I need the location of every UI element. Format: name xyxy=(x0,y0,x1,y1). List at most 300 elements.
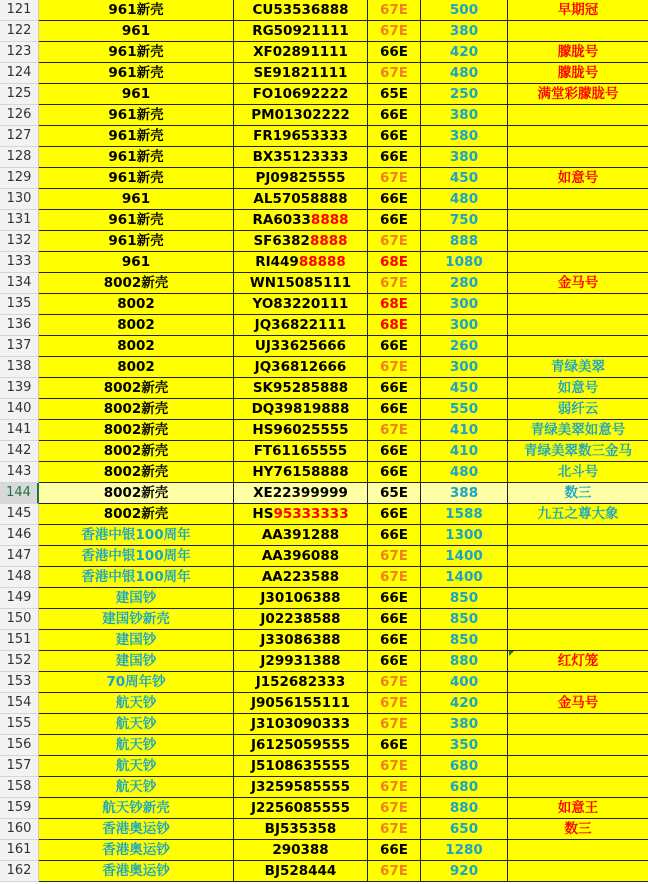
cell-note[interactable]: 九五之尊大象 xyxy=(508,504,648,525)
serial-segment: 8888 xyxy=(309,233,348,249)
row-header[interactable]: 159 xyxy=(0,798,39,819)
cell-series[interactable]: 961新壳 xyxy=(39,147,234,168)
cell-serial[interactable] xyxy=(234,378,368,399)
cell-price[interactable]: 260 xyxy=(421,336,508,357)
cell-serial[interactable] xyxy=(234,777,368,798)
cell-price[interactable]: 450 xyxy=(421,378,508,399)
row-header[interactable]: 140 xyxy=(0,399,39,420)
row-header[interactable]: 131 xyxy=(0,210,39,231)
row-header[interactable]: 145 xyxy=(0,504,39,525)
cell-serial[interactable] xyxy=(234,252,368,273)
cell-note[interactable] xyxy=(508,588,648,609)
row-header[interactable]: 125 xyxy=(0,84,39,105)
cell-serial[interactable] xyxy=(234,441,368,462)
cell-series[interactable]: 建国钞 xyxy=(39,588,234,609)
cell-price[interactable]: 480 xyxy=(421,462,508,483)
serial-segment: J3103090333 xyxy=(251,716,350,732)
cell-note[interactable] xyxy=(508,609,648,630)
cell-serial[interactable] xyxy=(234,861,368,882)
cell-series[interactable]: 建国钞 xyxy=(39,651,234,672)
cell-grade[interactable]: 67E xyxy=(368,168,421,189)
cell-grade[interactable]: 65E xyxy=(368,483,421,504)
row-header[interactable]: 127 xyxy=(0,126,39,147)
table-row xyxy=(0,21,648,42)
cell-serial[interactable] xyxy=(234,546,368,567)
row-header[interactable]: 147 xyxy=(0,546,39,567)
cell-note[interactable] xyxy=(508,735,648,756)
cell-price[interactable]: 420 xyxy=(421,693,508,714)
row-header[interactable]: 160 xyxy=(0,819,39,840)
cell-price[interactable]: 350 xyxy=(421,735,508,756)
cell-grade[interactable]: 66E xyxy=(368,651,421,672)
cell-series[interactable]: 建国钞 xyxy=(39,630,234,651)
cell-note[interactable] xyxy=(508,231,648,252)
cell-grade[interactable]: 66E xyxy=(368,378,421,399)
cell-grade[interactable]: 67E xyxy=(368,420,421,441)
cell-price[interactable]: 1588 xyxy=(421,504,508,525)
cell-serial[interactable] xyxy=(234,105,368,126)
cell-series[interactable]: 961新壳 xyxy=(39,231,234,252)
cell-serial[interactable] xyxy=(234,294,368,315)
cell-price[interactable]: 250 xyxy=(421,84,508,105)
row-header[interactable]: 148 xyxy=(0,567,39,588)
cell-note[interactable] xyxy=(508,546,648,567)
cell-grade[interactable]: 68E xyxy=(368,252,421,273)
cell-price[interactable]: 280 xyxy=(421,273,508,294)
serial-segment: J30106388 xyxy=(260,590,341,606)
row-header[interactable]: 158 xyxy=(0,777,39,798)
row-header[interactable]: 135 xyxy=(0,294,39,315)
serial-segment: PJ09825555 xyxy=(255,170,346,186)
cell-price[interactable]: 480 xyxy=(421,189,508,210)
cell-serial[interactable] xyxy=(234,0,368,21)
cell-series[interactable]: 8002新壳 xyxy=(39,399,234,420)
cell-series[interactable]: 8002新壳 xyxy=(39,504,234,525)
cell-note[interactable] xyxy=(508,126,648,147)
serial-segment: PM01302222 xyxy=(251,107,350,123)
cell-serial[interactable] xyxy=(234,630,368,651)
row-header[interactable]: 144 xyxy=(0,483,39,504)
cell-grade[interactable]: 66E xyxy=(368,504,421,525)
cell-series[interactable]: 8002新壳 xyxy=(39,378,234,399)
cell-price[interactable]: 550 xyxy=(421,399,508,420)
cell-price[interactable]: 888 xyxy=(421,231,508,252)
table-row xyxy=(0,525,648,546)
table-row xyxy=(0,168,648,189)
cell-serial[interactable] xyxy=(234,42,368,63)
cell-price[interactable]: 300 xyxy=(421,315,508,336)
cell-note[interactable] xyxy=(508,105,648,126)
table-row xyxy=(0,147,648,168)
cell-grade[interactable]: 67E xyxy=(368,357,421,378)
cell-grade[interactable]: 67E xyxy=(368,819,421,840)
cell-price[interactable]: 410 xyxy=(421,420,508,441)
table-row xyxy=(0,840,648,861)
serial-segment: DQ39819888 xyxy=(251,401,350,417)
cell-serial[interactable] xyxy=(234,315,368,336)
cell-price[interactable]: 880 xyxy=(421,651,508,672)
cell-series[interactable]: 961新壳 xyxy=(39,105,234,126)
row-header[interactable]: 155 xyxy=(0,714,39,735)
cell-grade[interactable]: 68E xyxy=(368,294,421,315)
table-row xyxy=(0,231,648,252)
cell-series[interactable]: 8002 xyxy=(39,357,234,378)
cell-note[interactable] xyxy=(508,672,648,693)
cell-serial[interactable] xyxy=(234,609,368,630)
cell-series[interactable]: 8002新壳 xyxy=(39,273,234,294)
cell-grade[interactable]: 66E xyxy=(368,462,421,483)
serial-segment: SE91821111 xyxy=(253,65,348,81)
cell-series[interactable]: 961新壳 xyxy=(39,0,234,21)
cell-note[interactable] xyxy=(508,861,648,882)
cell-serial[interactable] xyxy=(234,735,368,756)
cell-note[interactable]: 青绿美翠 xyxy=(508,357,648,378)
table-row xyxy=(0,189,648,210)
cell-note[interactable]: 数三 xyxy=(508,819,648,840)
serial-segment: AA223588 xyxy=(261,569,340,585)
cell-serial[interactable] xyxy=(234,147,368,168)
table-row xyxy=(0,693,648,714)
serial-segment: SK95285888 xyxy=(252,380,349,396)
cell-series[interactable]: 香港中银100周年 xyxy=(39,525,234,546)
table-row xyxy=(0,819,648,840)
cell-serial[interactable] xyxy=(234,21,368,42)
serial-segment: J5108635555 xyxy=(251,758,350,774)
cell-price[interactable]: 410 xyxy=(421,441,508,462)
cell-price[interactable]: 380 xyxy=(421,105,508,126)
cell-series[interactable]: 8002 xyxy=(39,294,234,315)
cell-serial[interactable] xyxy=(234,672,368,693)
cell-series[interactable]: 961新壳 xyxy=(39,168,234,189)
cell-serial[interactable] xyxy=(234,189,368,210)
cell-note[interactable] xyxy=(508,315,648,336)
cell-price[interactable]: 388 xyxy=(421,483,508,504)
cell-serial[interactable] xyxy=(234,168,368,189)
cell-grade[interactable]: 66E xyxy=(368,210,421,231)
serial-segment: 95333333 xyxy=(273,506,349,522)
cell-grade[interactable]: 66E xyxy=(368,840,421,861)
cell-price[interactable]: 450 xyxy=(421,168,508,189)
cell-serial[interactable] xyxy=(234,504,368,525)
table-row xyxy=(0,210,648,231)
serial-segment: JQ36822111 xyxy=(254,317,347,333)
cell-series[interactable]: 香港奥运钞 xyxy=(39,840,234,861)
row-header[interactable]: 151 xyxy=(0,630,39,651)
cell-note[interactable]: 如意号 xyxy=(508,378,648,399)
cell-note[interactable] xyxy=(508,777,648,798)
row-header[interactable]: 130 xyxy=(0,189,39,210)
cell-serial[interactable] xyxy=(234,63,368,84)
cell-price[interactable]: 420 xyxy=(421,42,508,63)
cell-grade[interactable]: 66E xyxy=(368,630,421,651)
cell-grade[interactable]: 66E xyxy=(368,588,421,609)
cell-grade[interactable]: 66E xyxy=(368,399,421,420)
cell-note[interactable]: 金马号 xyxy=(508,693,648,714)
cell-grade[interactable]: 67E xyxy=(368,0,421,21)
cell-series[interactable]: 香港奥运钞 xyxy=(39,861,234,882)
cell-grade[interactable]: 67E xyxy=(368,693,421,714)
row-header[interactable]: 123 xyxy=(0,42,39,63)
table-row xyxy=(0,63,648,84)
cell-series[interactable]: 961 xyxy=(39,252,234,273)
row-header[interactable]: 122 xyxy=(0,21,39,42)
cell-note[interactable]: 北斗号 xyxy=(508,462,648,483)
row-header[interactable]: 124 xyxy=(0,63,39,84)
cell-serial[interactable] xyxy=(234,126,368,147)
row-header[interactable]: 134 xyxy=(0,273,39,294)
cell-price[interactable]: 880 xyxy=(421,798,508,819)
row-header[interactable]: 162 xyxy=(0,861,39,882)
row-header[interactable]: 138 xyxy=(0,357,39,378)
cell-series[interactable]: 航天钞 xyxy=(39,693,234,714)
cell-grade[interactable]: 67E xyxy=(368,861,421,882)
cell-note[interactable]: 金马号 xyxy=(508,273,648,294)
cell-note[interactable] xyxy=(508,567,648,588)
cell-grade[interactable]: 67E xyxy=(368,714,421,735)
cell-grade[interactable]: 66E xyxy=(368,441,421,462)
cell-serial[interactable] xyxy=(234,714,368,735)
cell-serial[interactable] xyxy=(234,819,368,840)
cell-grade[interactable]: 66E xyxy=(368,42,421,63)
cell-note[interactable] xyxy=(508,336,648,357)
cell-grade[interactable]: 67E xyxy=(368,63,421,84)
cell-note[interactable]: 数三 xyxy=(508,483,648,504)
row-header[interactable]: 153 xyxy=(0,672,39,693)
cell-grade[interactable]: 66E xyxy=(368,147,421,168)
cell-series[interactable]: 航天钞 xyxy=(39,777,234,798)
serial-segment: AA396088 xyxy=(261,548,340,564)
table-row xyxy=(0,798,648,819)
cell-note[interactable] xyxy=(508,21,648,42)
cell-grade[interactable]: 67E xyxy=(368,567,421,588)
cell-note[interactable]: 朦胧号 xyxy=(508,42,648,63)
cell-serial[interactable] xyxy=(234,588,368,609)
cell-serial[interactable] xyxy=(234,336,368,357)
cell-series[interactable]: 航天钞 xyxy=(39,714,234,735)
table-row xyxy=(0,0,648,21)
cell-grade[interactable]: 67E xyxy=(368,21,421,42)
serial-segment: HY76158888 xyxy=(252,464,349,480)
table-row xyxy=(0,672,648,693)
cell-price[interactable]: 300 xyxy=(421,294,508,315)
cell-price[interactable]: 380 xyxy=(421,147,508,168)
cell-serial[interactable] xyxy=(234,84,368,105)
cell-series[interactable]: 8002 xyxy=(39,336,234,357)
serial-segment: J9056155111 xyxy=(251,695,350,711)
row-header[interactable]: 152 xyxy=(0,651,39,672)
cell-series[interactable]: 香港中银100周年 xyxy=(39,546,234,567)
cell-price[interactable]: 750 xyxy=(421,210,508,231)
cell-note[interactable] xyxy=(508,630,648,651)
cell-price[interactable]: 850 xyxy=(421,609,508,630)
table-row xyxy=(0,567,648,588)
cell-price[interactable]: 1280 xyxy=(421,840,508,861)
row-header[interactable]: 132 xyxy=(0,231,39,252)
serial-segment: UJ33625666 xyxy=(254,338,347,354)
row-header[interactable]: 142 xyxy=(0,441,39,462)
cell-note[interactable] xyxy=(508,252,648,273)
row-header[interactable]: 126 xyxy=(0,105,39,126)
cell-series[interactable]: 961新壳 xyxy=(39,210,234,231)
cell-serial[interactable] xyxy=(234,798,368,819)
cell-serial[interactable] xyxy=(234,399,368,420)
cell-series[interactable]: 香港中银100周年 xyxy=(39,567,234,588)
serial-segment: XE22399999 xyxy=(253,485,348,501)
cell-series[interactable]: 8002新壳 xyxy=(39,462,234,483)
cell-note[interactable] xyxy=(508,210,648,231)
serial-segment: J3259585555 xyxy=(251,779,350,795)
cell-grade[interactable]: 66E xyxy=(368,735,421,756)
cell-series[interactable]: 961新壳 xyxy=(39,42,234,63)
cell-series[interactable]: 961 xyxy=(39,84,234,105)
row-header[interactable]: 128 xyxy=(0,147,39,168)
cell-series[interactable]: 961新壳 xyxy=(39,63,234,84)
row-header[interactable]: 133 xyxy=(0,252,39,273)
table-row xyxy=(0,462,648,483)
comment-indicator-icon xyxy=(509,651,514,656)
serial-segment: 88888 xyxy=(298,254,346,270)
cell-price[interactable]: 300 xyxy=(421,357,508,378)
table-row xyxy=(0,504,648,525)
row-header[interactable]: 121 xyxy=(0,0,39,21)
cell-price[interactable]: 1400 xyxy=(421,546,508,567)
cell-series[interactable]: 961新壳 xyxy=(39,126,234,147)
cell-grade[interactable]: 67E xyxy=(368,798,421,819)
cell-serial[interactable] xyxy=(234,693,368,714)
table-row xyxy=(0,861,648,882)
cell-grade[interactable]: 66E xyxy=(368,336,421,357)
cell-serial[interactable] xyxy=(234,756,368,777)
serial-segment: 8888 xyxy=(310,212,349,228)
row-header[interactable]: 129 xyxy=(0,168,39,189)
cell-series[interactable]: 8002新壳 xyxy=(39,483,234,504)
cell-serial[interactable] xyxy=(234,420,368,441)
cell-note[interactable]: 青绿美翠如意号 xyxy=(508,420,648,441)
serial-segment: CU53536888 xyxy=(252,2,349,18)
cell-grade[interactable]: 67E xyxy=(368,231,421,252)
cell-price[interactable]: 1080 xyxy=(421,252,508,273)
row-header[interactable]: 157 xyxy=(0,756,39,777)
cell-note[interactable] xyxy=(508,840,648,861)
cell-price[interactable]: 850 xyxy=(421,588,508,609)
cell-note[interactable]: 如意王 xyxy=(508,798,648,819)
cell-note[interactable]: 红灯笼 xyxy=(508,651,648,672)
cell-serial[interactable] xyxy=(234,273,368,294)
cell-note[interactable]: 弱纤云 xyxy=(508,399,648,420)
cell-note[interactable]: 早期冠 xyxy=(508,0,648,21)
cell-price[interactable]: 1400 xyxy=(421,567,508,588)
row-header[interactable]: 143 xyxy=(0,462,39,483)
cell-note[interactable] xyxy=(508,147,648,168)
table-row xyxy=(0,378,648,399)
cell-price[interactable]: 400 xyxy=(421,672,508,693)
cell-grade[interactable]: 65E xyxy=(368,84,421,105)
serial-segment: HS xyxy=(252,506,274,522)
row-header[interactable]: 154 xyxy=(0,693,39,714)
cell-grade[interactable]: 68E xyxy=(368,315,421,336)
cell-series[interactable]: 8002新壳 xyxy=(39,441,234,462)
cell-series[interactable]: 8002新壳 xyxy=(39,420,234,441)
cell-price[interactable]: 480 xyxy=(421,63,508,84)
serial-segment: J2256085555 xyxy=(251,800,350,816)
cell-price[interactable]: 680 xyxy=(421,756,508,777)
cell-serial[interactable] xyxy=(234,651,368,672)
row-header[interactable]: 156 xyxy=(0,735,39,756)
cell-series[interactable]: 961 xyxy=(39,21,234,42)
row-header[interactable]: 137 xyxy=(0,336,39,357)
cell-series[interactable]: 航天钞新壳 xyxy=(39,798,234,819)
cell-price[interactable]: 1300 xyxy=(421,525,508,546)
row-header[interactable]: 150 xyxy=(0,609,39,630)
row-header[interactable]: 146 xyxy=(0,525,39,546)
cell-serial[interactable] xyxy=(234,231,368,252)
row-header[interactable]: 149 xyxy=(0,588,39,609)
cell-grade[interactable]: 67E xyxy=(368,273,421,294)
cell-note[interactable] xyxy=(508,189,648,210)
cell-note[interactable]: 朦胧号 xyxy=(508,63,648,84)
cell-note[interactable] xyxy=(508,756,648,777)
cell-price[interactable]: 850 xyxy=(421,630,508,651)
cell-note[interactable] xyxy=(508,714,648,735)
cell-grade[interactable]: 66E xyxy=(368,105,421,126)
cell-serial[interactable] xyxy=(234,357,368,378)
cell-grade[interactable]: 67E xyxy=(368,756,421,777)
cell-series[interactable]: 航天钞 xyxy=(39,756,234,777)
serial-segment: RG50921111 xyxy=(252,23,349,39)
cell-series[interactable]: 961 xyxy=(39,189,234,210)
cell-price[interactable]: 380 xyxy=(421,21,508,42)
table-row xyxy=(0,336,648,357)
cell-note[interactable]: 满堂彩朦胧号 xyxy=(508,84,648,105)
cell-grade[interactable]: 66E xyxy=(368,609,421,630)
cell-price[interactable]: 500 xyxy=(421,0,508,21)
cell-note[interactable]: 如意号 xyxy=(508,168,648,189)
table-row xyxy=(0,357,648,378)
cell-series[interactable]: 香港奥运钞 xyxy=(39,819,234,840)
cell-series[interactable]: 70周年钞 xyxy=(39,672,234,693)
cell-grade[interactable]: 66E xyxy=(368,126,421,147)
cell-grade[interactable]: 66E xyxy=(368,525,421,546)
cell-series[interactable]: 建国钞新壳 xyxy=(39,609,234,630)
cell-price[interactable]: 380 xyxy=(421,126,508,147)
cell-note[interactable]: 青绿美翠数三金马 xyxy=(508,441,648,462)
cell-note[interactable] xyxy=(508,525,648,546)
cell-serial[interactable] xyxy=(234,567,368,588)
cell-serial[interactable] xyxy=(234,462,368,483)
cell-grade[interactable]: 66E xyxy=(368,189,421,210)
row-header[interactable]: 141 xyxy=(0,420,39,441)
cell-price[interactable]: 680 xyxy=(421,777,508,798)
cell-note[interactable] xyxy=(508,294,648,315)
row-header[interactable]: 139 xyxy=(0,378,39,399)
cell-price[interactable]: 920 xyxy=(421,861,508,882)
cell-serial[interactable] xyxy=(234,840,368,861)
cell-series[interactable]: 8002 xyxy=(39,315,234,336)
cell-series[interactable]: 航天钞 xyxy=(39,735,234,756)
cell-serial[interactable] xyxy=(234,210,368,231)
cell-grade[interactable]: 67E xyxy=(368,777,421,798)
cell-grade[interactable]: 67E xyxy=(368,546,421,567)
cell-serial[interactable] xyxy=(234,483,368,504)
cell-serial[interactable] xyxy=(234,525,368,546)
cell-price[interactable]: 380 xyxy=(421,714,508,735)
row-header[interactable]: 161 xyxy=(0,840,39,861)
row-header[interactable]: 136 xyxy=(0,315,39,336)
serial-segment: J33086388 xyxy=(260,632,341,648)
table-row xyxy=(0,735,648,756)
cell-grade[interactable]: 67E xyxy=(368,672,421,693)
cell-price[interactable]: 650 xyxy=(421,819,508,840)
